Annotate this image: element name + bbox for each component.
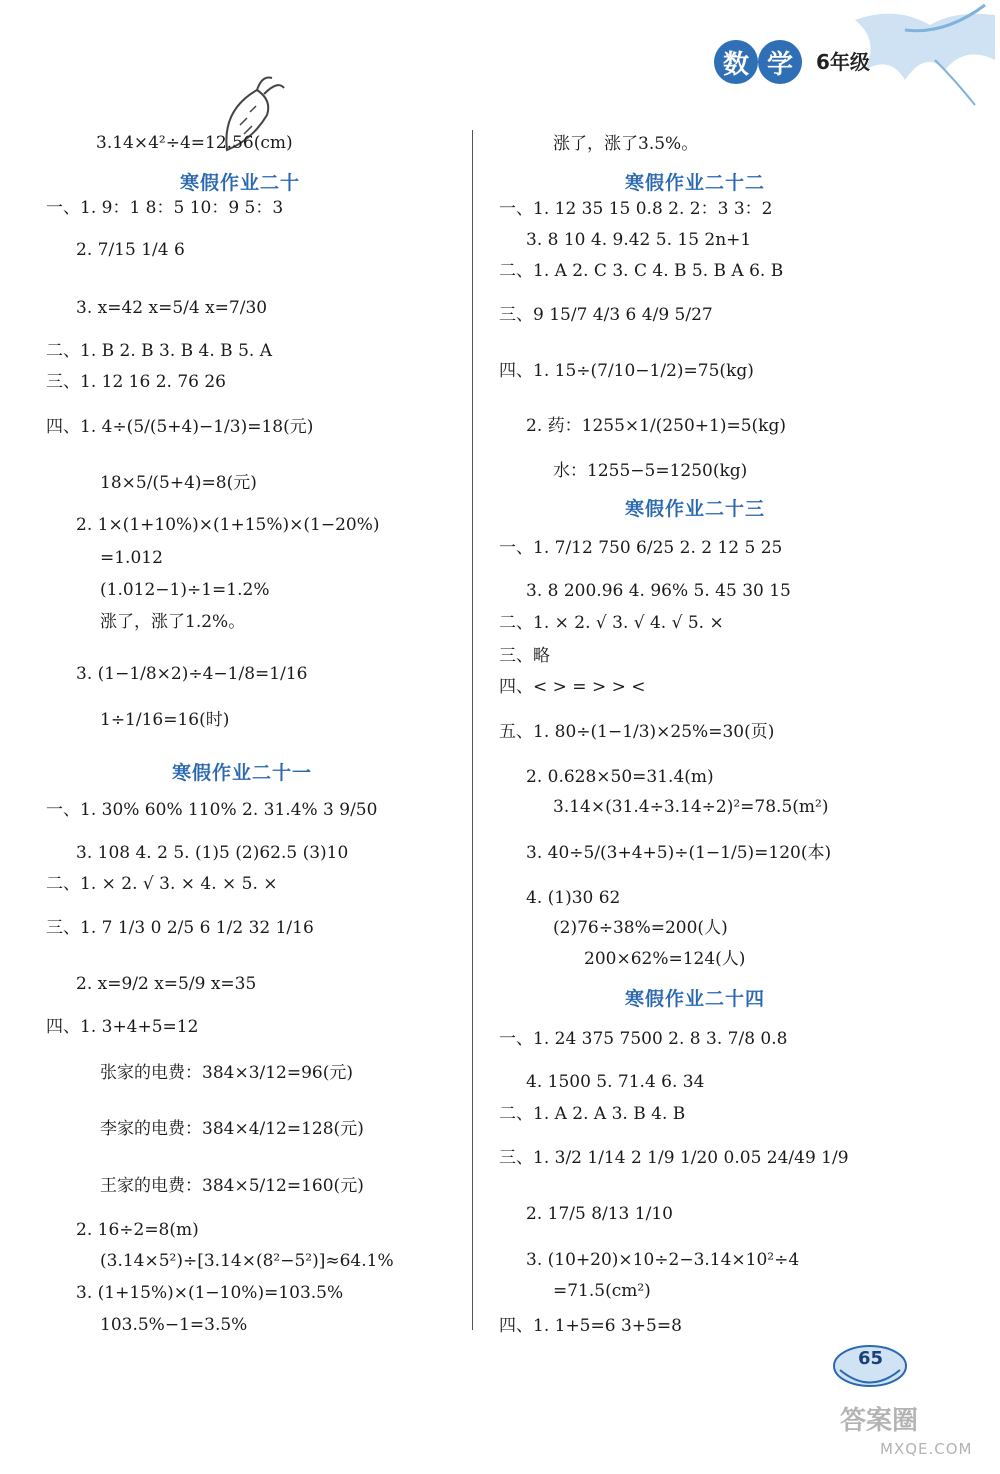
answer-line: 2. 药：1255×1/(250+1)=5(kg): [526, 416, 786, 436]
answer-line: 一、1. 24 375 7500 2. 8 3. 7/8 0.8: [499, 1029, 788, 1049]
answer-line: (1.012−1)÷1=1.2%: [100, 580, 270, 600]
answer-line: 3. 40÷5/(3+4+5)÷(1−1/5)=120(本): [526, 843, 832, 863]
answer-line: 2. 0.628×50=31.4(m): [526, 767, 714, 787]
answer-line: 4. (1)30 62: [526, 888, 621, 908]
answer-line: 四、1. 1+5=6 3+5=8: [499, 1316, 682, 1336]
answer-line: 3. 8 200.96 4. 96% 5. 45 30 15: [526, 581, 791, 601]
answer-line: 一、1. 7/12 750 6/25 2. 2 12 5 25: [499, 538, 783, 558]
answer-line: 3.14×4²÷4=12.56(cm): [96, 133, 293, 153]
answer-line: 三、9 15/7 4/3 6 4/9 5/27: [499, 305, 713, 325]
answer-line: 李家的电费：384×4/12=128(元): [100, 1119, 364, 1139]
section-title: 寒假作业二十二: [625, 172, 766, 194]
answer-line: 3. (10+20)×10÷2−3.14×10²÷4: [526, 1250, 800, 1270]
answer-line: 三、1. 12 16 2. 76 26: [46, 372, 226, 392]
answer-line: =71.5(cm²): [553, 1281, 651, 1301]
answer-line: 五、1. 80÷(1−1/3)×25%=30(页): [499, 722, 775, 742]
section-title: 寒假作业二十一: [172, 762, 313, 784]
answer-line: 二、1. × 2. √ 3. × 4. × 5. ×: [46, 874, 278, 894]
section-title: 寒假作业二十: [180, 172, 301, 194]
answer-line: 一、1. 9：1 8：5 10：9 5：3: [46, 198, 284, 218]
grade-label: 6年级: [816, 50, 870, 74]
answer-line: 3. 108 4. 2 5. (1)5 (2)62.5 (3)10: [76, 843, 349, 863]
answer-line: 3. 8 10 4. 9.42 5. 15 2n+1: [526, 230, 752, 250]
answer-line: 涨了，涨了3.5%。: [553, 134, 699, 154]
answer-line: (3.14×5²)÷[3.14×(8²−5²)]≈64.1%: [100, 1251, 394, 1271]
watermark-url: MXQE.COM: [880, 1440, 973, 1458]
answer-line: 一、1. 12 35 15 0.8 2. 2：3 3：2: [499, 199, 773, 219]
answer-line: 103.5%−1=3.5%: [100, 1315, 248, 1335]
answer-line: 1÷1/16=16(时): [100, 710, 230, 730]
answer-line: 200×62%=124(人): [584, 949, 746, 969]
answer-line: 二、1. A 2. C 3. C 4. B 5. B A 6. B: [499, 261, 784, 281]
answer-line: 三、1. 7 1/3 0 2/5 6 1/2 32 1/16: [46, 918, 314, 938]
answer-line: 张家的电费：384×3/12=96(元): [100, 1063, 354, 1083]
answer-line: 二、1. × 2. √ 3. √ 4. √ 5. ×: [499, 613, 724, 633]
answer-line: 四、1. 4÷(5/(5+4)−1/3)=18(元): [46, 417, 314, 437]
answer-line: =1.012: [100, 548, 163, 568]
answer-line: 2. 1×(1+10%)×(1+15%)×(1−20%): [76, 515, 380, 535]
answer-line: 3. (1−1/8×2)÷4−1/8=1/16: [76, 664, 308, 684]
answer-line: 3. x=42 x=5/4 x=7/30: [76, 298, 268, 318]
answer-line: 3. (1+15%)×(1−10%)=103.5%: [76, 1283, 344, 1303]
subject-badge-char2: 学: [758, 40, 802, 84]
answer-line: 三、略: [499, 646, 550, 666]
section-title: 寒假作业二十四: [625, 988, 766, 1010]
watermark-text: 答案圈: [840, 1406, 919, 1436]
answer-line: 一、1. 30% 60% 110% 2. 31.4% 3 9/50: [46, 800, 378, 820]
answer-line: 涨了，涨了1.2%。: [100, 612, 246, 632]
answer-line: 四、< > = > > <: [499, 677, 646, 697]
answer-line: 2. 7/15 1/4 6: [76, 240, 185, 260]
answer-line: 三、1. 3/2 1/14 2 1/9 1/20 0.05 24/49 1/9: [499, 1148, 849, 1168]
answer-line: 四、1. 15÷(7/10−1/2)=75(kg): [499, 361, 754, 381]
answer-line: 四、1. 3+4+5=12: [46, 1017, 199, 1037]
answer-line: 二、1. A 2. A 3. B 4. B: [499, 1104, 686, 1124]
answer-line: 4. 1500 5. 71.4 6. 34: [526, 1072, 705, 1092]
answer-line: 2. 17/5 8/13 1/10: [526, 1204, 673, 1224]
answer-line: 2. 16÷2=8(m): [76, 1220, 199, 1240]
answer-line: 水：1255−5=1250(kg): [553, 461, 748, 481]
page-number: 65: [858, 1348, 884, 1369]
answer-line: 王家的电费：384×5/12=160(元): [100, 1176, 364, 1196]
answer-line: 二、1. B 2. B 3. B 4. B 5. A: [46, 341, 272, 361]
answer-line: (2)76÷38%=200(人): [553, 918, 728, 938]
answer-line: 3.14×(31.4÷3.14÷2)²=78.5(m²): [553, 797, 829, 817]
column-divider: [472, 130, 473, 1330]
answer-line: 18×5/(5+4)=8(元): [100, 473, 257, 493]
subject-badge-char1: 数: [714, 40, 758, 84]
answer-line: 2. x=9/2 x=5/9 x=35: [76, 974, 257, 994]
section-title: 寒假作业二十三: [625, 498, 766, 520]
